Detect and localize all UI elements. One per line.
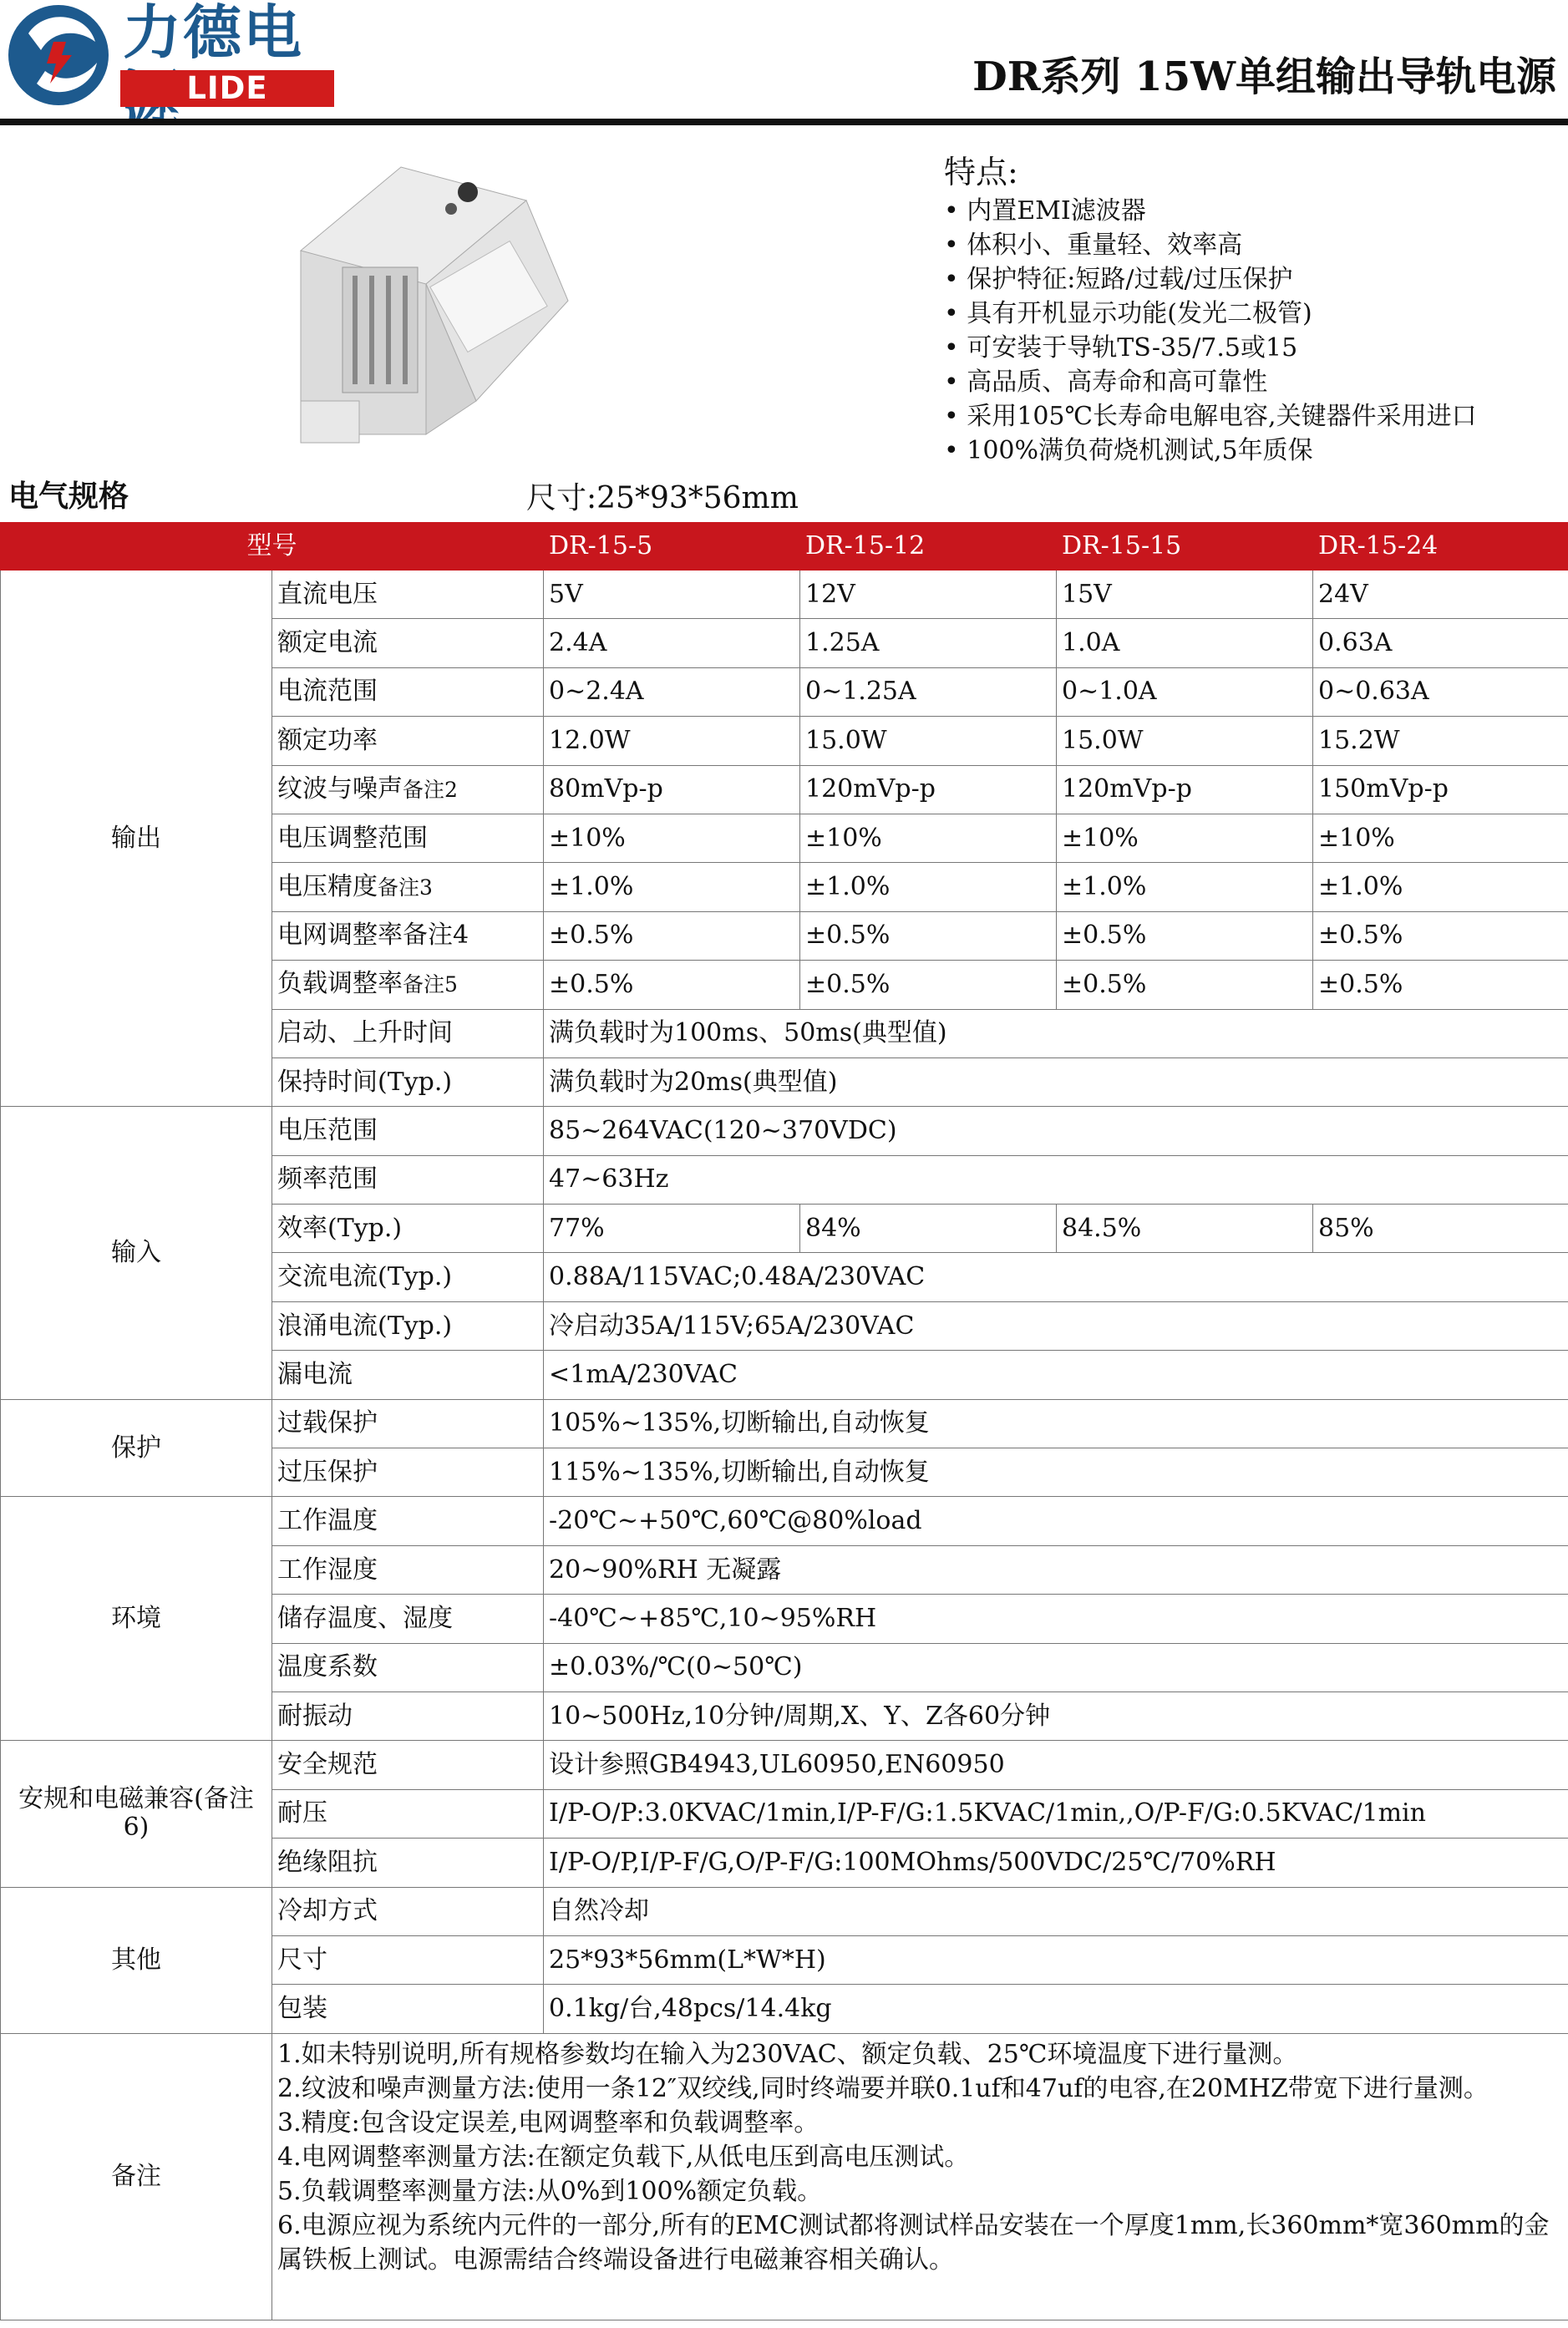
spec-heading: 电气规格 [8, 479, 129, 514]
cell-value: 85% [1313, 1205, 1568, 1253]
cell-value: 12.0W [544, 717, 800, 765]
cell-value: ±1.0% [800, 863, 1057, 911]
brand-logo [3, 0, 337, 110]
note-line: 1.如未特别说明,所有规格参数均在输入为230VAC、额定负载、25℃环境温度下进行量测。 [277, 2039, 1298, 2069]
cell-value: 77% [544, 1205, 800, 1253]
feature-item: • 具有开机显示功能(发光二极管) [944, 297, 1562, 331]
table-header-row [1, 523, 1568, 571]
header-model: 型号 [1, 523, 544, 571]
note-line: 2.纹波和噪声测量方法:使用一条12″双绞线,同时终端要并联0.1uf和47uf的电容,在20MHZ带宽下进行量测。 [277, 2073, 1489, 2103]
note-line: 3.精度:包含设定误差,电网调整率和负载调整率。 [277, 2107, 820, 2138]
row-label: 储存温度、湿度 [272, 1595, 544, 1643]
header-dr-15-24: DR-15-24 [1313, 523, 1568, 571]
row-label-note: 备注2 [403, 777, 458, 802]
row-label: 绝缘阻抗 [272, 1839, 544, 1887]
row-label: 电压调整范围 [272, 814, 544, 862]
cell-value: ±0.5% [1313, 961, 1568, 1009]
header-dr-15-12: DR-15-12 [800, 523, 1057, 571]
feature-item: • 内置EMI滤波器 [944, 194, 1562, 228]
cell-value: 25*93*56mm(L*W*H) [544, 1935, 1568, 1984]
row-label: 过载保护 [272, 1399, 544, 1448]
header-dr-15-5: DR-15-5 [544, 523, 800, 571]
cell-value: 1.0A [1057, 619, 1313, 667]
cell-value: ±10% [800, 814, 1057, 862]
cell-value: ±0.5% [800, 961, 1057, 1009]
row-label: 启动、上升时间 [272, 1009, 544, 1057]
table-row [1, 1107, 1568, 1155]
table-row [1, 571, 1568, 619]
cell-value: ±1.0% [544, 863, 800, 911]
cell-value: 24V [1313, 571, 1568, 619]
row-label-note: 备注5 [403, 972, 458, 997]
row-label: 电压范围 [272, 1107, 544, 1155]
feature-item: • 保护特征:短路/过载/过压保护 [944, 262, 1562, 297]
row-label: 工作温度 [272, 1497, 544, 1545]
row-label: 耐压 [272, 1789, 544, 1838]
features-list [944, 194, 1562, 468]
table-row [1, 1399, 1568, 1448]
cell-value: 84.5% [1057, 1205, 1313, 1253]
cell-value: 80mVp-p [544, 765, 800, 814]
brand-en: LIDE [120, 70, 334, 107]
cell-value: 0~1.0A [1057, 667, 1313, 716]
row-label: 工作湿度 [272, 1545, 544, 1594]
group-notes: 备注 [1, 2033, 272, 2320]
row-label: 浪涌电流(Typ.) [272, 1301, 544, 1350]
cell-value: 0~0.63A [1313, 667, 1568, 716]
row-label: 过压保护 [272, 1448, 544, 1497]
row-label: 安全规范 [272, 1741, 544, 1789]
cell-value: 设计参照GB4943,UL60950,EN60950 [544, 1741, 1568, 1789]
row-label: 耐振动 [272, 1691, 544, 1740]
row-label: 效率(Typ.) [272, 1205, 544, 1253]
row-label-text: 纹波与噪声 [277, 773, 403, 804]
cell-value: 20~90%RH 无凝露 [544, 1545, 1568, 1594]
brand-cn: 力德电 [123, 0, 303, 67]
cell-value: 冷启动35A/115V;65A/230VAC [544, 1301, 1568, 1350]
cell-value: 0~1.25A [800, 667, 1057, 716]
cell-value: 15.2W [1313, 717, 1568, 765]
table-row [1, 1497, 1568, 1545]
cell-value: 15.0W [1057, 717, 1313, 765]
document-title: DR系列 15W单组输出导轨电源 [972, 53, 1556, 100]
cell-value: 5V [544, 571, 800, 619]
cell-value: -20℃~+50℃,60℃@80%load [544, 1497, 1568, 1545]
cell-value: ±10% [1057, 814, 1313, 862]
note-line: 6.电源应视为系统内元件的一部分,所有的EMC测试都将测试样品安装在一个厚度1mm,长360mm*宽360mm的金属铁板上测试。电源需结合终端设备进行电磁兼容相关确认。 [277, 2210, 1550, 2275]
cell-value: 0.1kg/台,48pcs/14.4kg [544, 1985, 1568, 2033]
cell-value: 150mVp-p [1313, 765, 1568, 814]
features-section [944, 150, 1562, 468]
cell-value: ±0.5% [544, 911, 800, 960]
cell-value: 自然冷却 [544, 1887, 1568, 1935]
row-label: 温度系数 [272, 1643, 544, 1691]
row-label: 电流范围 [272, 667, 544, 716]
row-label: 交流电流(Typ.) [272, 1253, 544, 1301]
cell-value: 15V [1057, 571, 1313, 619]
row-label: 频率范围 [272, 1155, 544, 1204]
cell-value: <1mA/230VAC [544, 1351, 1568, 1399]
cell-value: 47~63Hz [544, 1155, 1568, 1204]
header-divider [0, 119, 1568, 125]
cell-value: I/P-O/P,I/P-F/G,O/P-F/G:100MOhms/500VDC/25℃/70%RH [544, 1839, 1568, 1887]
note-line: 5.负载调整率测量方法:从0%到100%额定负载。 [277, 2176, 823, 2206]
cell-value: 满负载时为20ms(典型值) [544, 1057, 1568, 1106]
cell-value: ±1.0% [1057, 863, 1313, 911]
table-row [1, 1887, 1568, 1935]
header-dr-15-15: DR-15-15 [1057, 523, 1313, 571]
table-row [1, 1741, 1568, 1789]
feature-item: • 体积小、重量轻、效率高 [944, 228, 1562, 262]
cell-value: ±1.0% [1313, 863, 1568, 911]
cell-value: 15.0W [800, 717, 1057, 765]
row-label [272, 961, 544, 1009]
group-protection: 保护 [1, 1399, 272, 1497]
group-output: 输出 [1, 571, 272, 1107]
feature-item: • 可安装于导轨TS-35/7.5或15 [944, 331, 1562, 365]
row-label [272, 765, 544, 814]
row-label-text: 负载调整率 [277, 969, 403, 999]
cell-value: ±0.03%/℃(0~50℃) [544, 1643, 1568, 1691]
cell-value: 0.88A/115VAC;0.48A/230VAC [544, 1253, 1568, 1301]
row-label-text: 电压精度 [277, 871, 378, 901]
row-label: 冷却方式 [272, 1887, 544, 1935]
cell-value: ±10% [544, 814, 800, 862]
cell-value: 105%~135%,切断输出,自动恢复 [544, 1399, 1568, 1448]
cell-value: ±0.5% [544, 961, 800, 1009]
table-row [1, 2033, 1568, 2320]
row-label: 额定电流 [272, 619, 544, 667]
group-other: 其他 [1, 1887, 272, 2033]
cell-value: 10~500Hz,10分钟/周期,X、Y、Z各60分钟 [544, 1691, 1568, 1740]
feature-item: • 100%满负荷烧机测试,5年质保 [944, 434, 1562, 468]
row-label: 直流电压 [272, 571, 544, 619]
cell-value: 84% [800, 1205, 1057, 1253]
row-label: 包装 [272, 1985, 544, 2033]
product-photo [276, 150, 610, 459]
cell-value: 85~264VAC(120~370VDC) [544, 1107, 1568, 1155]
row-label: 漏电流 [272, 1351, 544, 1399]
cell-value: ±10% [1313, 814, 1568, 862]
group-input: 输入 [1, 1107, 272, 1399]
feature-item: • 采用105℃长寿命电解电容,关键器件采用进口 [944, 399, 1562, 434]
cell-value: 0~2.4A [544, 667, 800, 716]
logo-mark-icon [3, 0, 120, 110]
row-label [272, 863, 544, 911]
group-safety-emc: 安规和电磁兼容(备注6) [1, 1741, 272, 1887]
cell-value: ±0.5% [1057, 911, 1313, 960]
cell-value: ±0.5% [1313, 911, 1568, 960]
group-environment: 环境 [1, 1497, 272, 1741]
cell-value: 1.25A [800, 619, 1057, 667]
cell-value: 满负载时为100ms、50ms(典型值) [544, 1009, 1568, 1057]
cell-value: 12V [800, 571, 1057, 619]
spec-table [0, 522, 1568, 2320]
cell-value: ±0.5% [1057, 961, 1313, 1009]
cell-value: 0.63A [1313, 619, 1568, 667]
cell-value: -40℃~+85℃,10~95%RH [544, 1595, 1568, 1643]
cell-value: 115%~135%,切断输出,自动恢复 [544, 1448, 1568, 1497]
size-label: 尺寸:25*93*56mm [526, 481, 799, 515]
note-line: 4.电网调整率测量方法:在额定负载下,从低电压到高电压测试。 [277, 2142, 970, 2172]
cell-value: 120mVp-p [1057, 765, 1313, 814]
cell-value: 2.4A [544, 619, 800, 667]
row-label: 保持时间(Typ.) [272, 1057, 544, 1106]
notes-cell [272, 2033, 1568, 2320]
feature-item: • 高品质、高寿命和高可靠性 [944, 365, 1562, 399]
row-label: 尺寸 [272, 1935, 544, 1984]
cell-value: ±0.5% [800, 911, 1057, 960]
features-title: 特点: [944, 154, 1018, 190]
row-label-note: 备注3 [378, 875, 433, 900]
row-label: 电网调整率备注4 [272, 911, 544, 960]
cell-value: I/P-O/P:3.0KVAC/1min,I/P-F/G:1.5KVAC/1min,,O/P-F/G:0.5KVAC/1min [544, 1789, 1568, 1838]
cell-value: 120mVp-p [800, 765, 1057, 814]
row-label: 额定功率 [272, 717, 544, 765]
page-header [0, 0, 1568, 125]
